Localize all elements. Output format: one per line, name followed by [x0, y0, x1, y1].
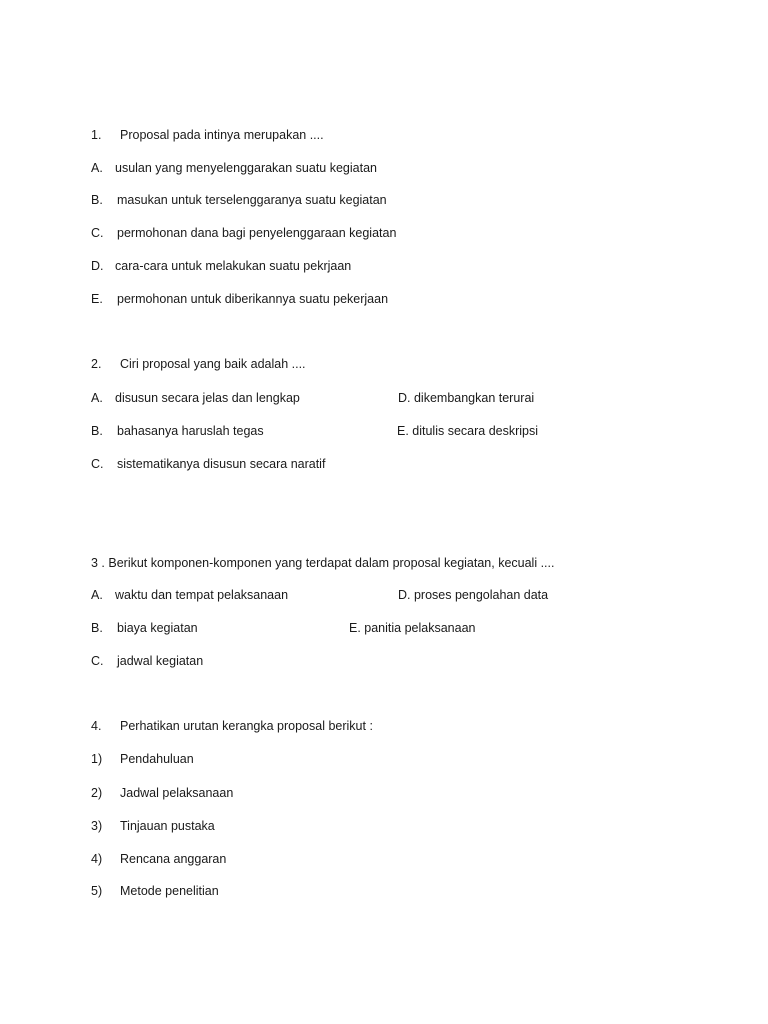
q1-option-a-text: usulan yang menyelenggarakan suatu kegiatan	[115, 161, 377, 175]
q2-option-b-text: bahasanya haruslah tegas	[117, 424, 264, 438]
q1-option-e-text: permohonan untuk diberikannya suatu pekerjaan	[117, 292, 389, 306]
q4-item-5-text: Metode penelitian	[120, 884, 219, 898]
q4-item-2-label: 2)	[91, 786, 103, 800]
q4-item-1-text: Pendahuluan	[120, 752, 194, 766]
q3-option-b-text: biaya kegiatan	[117, 621, 198, 635]
question-4-number: 4.	[91, 719, 102, 733]
q4-item-4-label: 4)	[91, 852, 103, 866]
q2-option-b-label: B.	[91, 424, 103, 438]
q2-option-e: E. ditulis secara deskripsi	[397, 424, 539, 438]
q3-option-a-text: waktu dan tempat pelaksanaan	[115, 588, 289, 602]
question-4-text: Perhatikan urutan kerangka proposal berikut :	[120, 719, 373, 733]
question-1-text: Proposal pada intinya merupakan ....	[120, 128, 324, 142]
question-2-text: Ciri proposal yang baik adalah ....	[120, 357, 306, 371]
question-2-number: 2.	[91, 357, 102, 371]
q3-option-a-label: A.	[91, 588, 103, 602]
q2-option-c-label: C.	[91, 457, 104, 471]
q1-option-b-label: B.	[91, 193, 103, 207]
q1-option-a-label: A.	[91, 161, 103, 175]
q3-option-d: D. proses pengolahan data	[398, 588, 549, 602]
q4-item-3-text: Tinjauan pustaka	[120, 819, 215, 833]
question-3-heading: 3 . Berikut komponen-komponen yang terdapat dalam proposal kegiatan, kecuali ....	[91, 556, 555, 570]
q1-option-c-label: C.	[91, 226, 104, 240]
q1-option-d-text: cara-cara untuk melakukan suatu pekrjaan	[115, 259, 352, 273]
question-1-number: 1.	[91, 128, 102, 142]
q4-item-5-label: 5)	[91, 884, 103, 898]
q3-option-c-text: jadwal kegiatan	[117, 654, 204, 668]
q4-item-2-text: Jadwal pelaksanaan	[120, 786, 234, 800]
q3-option-b-label: B.	[91, 621, 103, 635]
q2-option-d: D. dikembangkan terurai	[398, 391, 535, 405]
q1-option-c-text: permohonan dana bagi penyelenggaraan kegiatan	[117, 226, 397, 240]
q2-option-a-label: A.	[91, 391, 103, 405]
q3-option-e: E. panitia pelaksanaan	[349, 621, 476, 635]
q3-option-c-label: C.	[91, 654, 104, 668]
q4-item-1-label: 1)	[91, 752, 103, 766]
q2-option-c-text: sistematikanya disusun secara naratif	[117, 457, 326, 471]
q2-option-a-text: disusun secara jelas dan lengkap	[115, 391, 300, 405]
q4-item-4-text: Rencana anggaran	[120, 852, 227, 866]
q1-option-e-label: E.	[91, 292, 103, 306]
q1-option-d-label: D.	[91, 259, 104, 273]
q4-item-3-label: 3)	[91, 819, 103, 833]
q1-option-b-text: masukan untuk terselenggaranya suatu kegiatan	[117, 193, 387, 207]
